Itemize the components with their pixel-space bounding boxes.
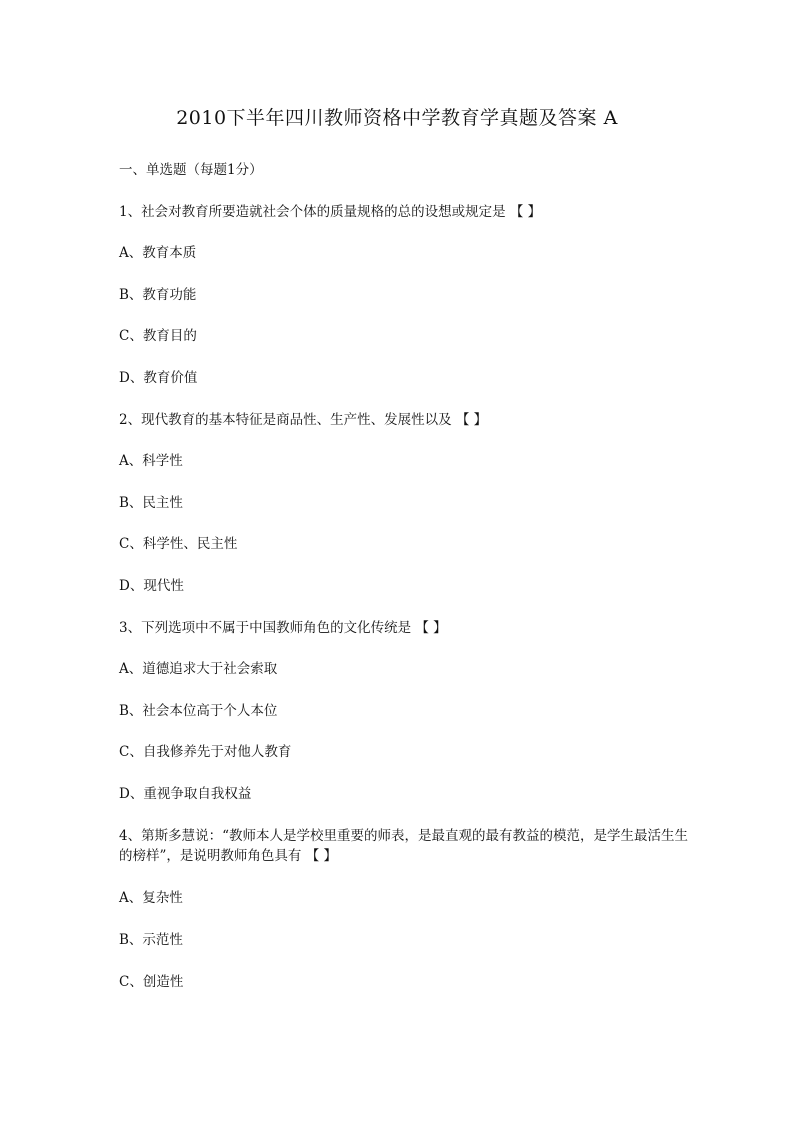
question-3-option-b: B、社会本位高于个人本位 (119, 703, 278, 719)
question-4-option-b: B、示范性 (119, 932, 183, 948)
question-2-option-d: D、现代性 (119, 578, 184, 594)
question-3-option-d: D、重视争取自我权益 (119, 786, 252, 802)
question-4-option-c: C、创造性 (119, 974, 184, 990)
question-2-option-c: C、科学性、民主性 (119, 536, 238, 552)
question-4-stem: 4、第斯多慧说：“教师本人是学校里重要的师表，是最直观的最有教益的模范，是学生最活生生的榜样”，是说明教师角色具有 【 】 (119, 828, 688, 864)
question-1-option-c: C、教育目的 (119, 328, 197, 344)
question-2-option-a: A、科学性 (119, 453, 183, 469)
question-3-option-a: A、道德追求大于社会索取 (119, 661, 278, 677)
question-1-stem: 1、社会对教育所要造就社会个体的质量规格的总的设想或规定是 【 】 (119, 204, 542, 220)
section-heading: 一、单选题（每题1分） (119, 162, 263, 178)
question-2-stem: 2、现代教育的基本特征是商品性、生产性、发展性以及 【 】 (119, 412, 488, 428)
question-4-option-a: A、复杂性 (119, 890, 183, 906)
question-1-option-a: A、教育本质 (119, 245, 197, 261)
question-2-option-b: B、民主性 (119, 495, 183, 511)
question-3-stem: 3、下列选项中不属于中国教师角色的文化传统是 【 】 (119, 620, 447, 636)
document-title: 2010下半年四川教师资格中学教育学真题及答案 A (176, 107, 618, 129)
question-1-option-d: D、教育价值 (119, 370, 198, 386)
question-1-option-b: B、教育功能 (119, 287, 197, 303)
question-3-option-c: C、自我修养先于对他人教育 (119, 744, 292, 760)
